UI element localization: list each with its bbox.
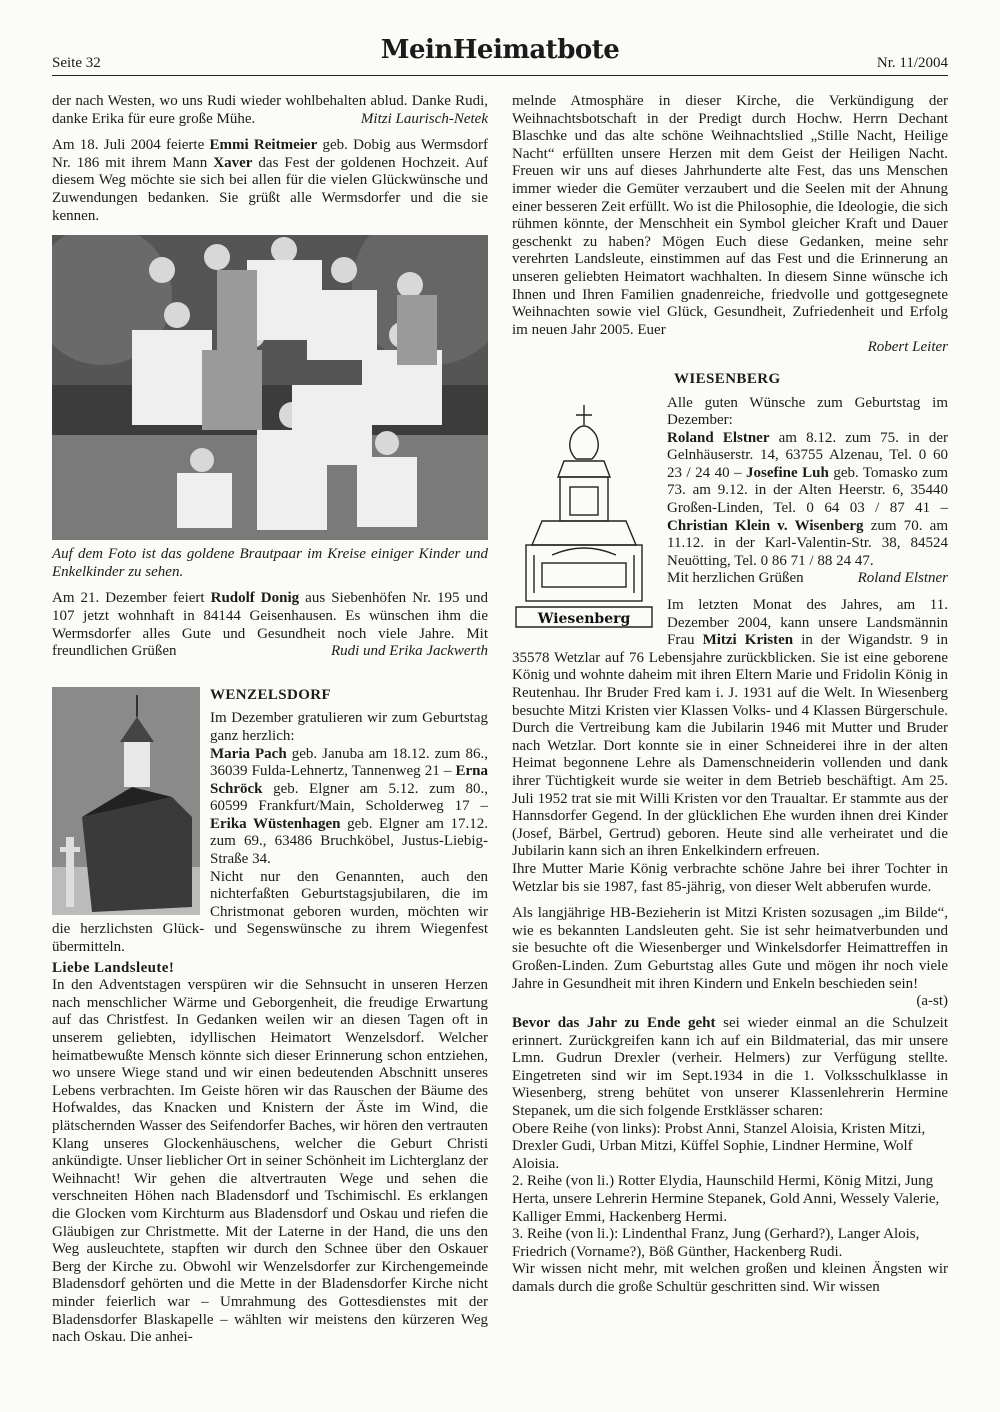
signature: Rudi und Erika Jackwerth xyxy=(330,643,488,660)
landsleute-heading: Liebe Landsleute! xyxy=(52,959,175,976)
golden-wedding-notice: Am 18. Juli 2004 feierte Emmi Reitmeier geb. Dobig aus Wermsdorf Nr. 186 mit ihrem Mann Xaver das Fest der goldenen Hochzeit. Auf diesem Weg möchte sie sich bei allen für die vielen Glückwünsche und Zuwendungen bedanken. Sie grüßt alle Wermsdorfer und die sie kennen. xyxy=(52,137,488,224)
family-photo xyxy=(52,235,488,540)
right-column xyxy=(512,93,948,1297)
wiesenberg-heading: WIESENBERG xyxy=(674,370,781,387)
school-memories-intro: Bevor das Jahr zu Ende geht sei wieder einmal an die Schulzeit erinnert. Zurückgreifen kann ich auf ein Bildmaterial, das mir unsere Lmn. Gudrun Drexler (verheir. Helmers) zur Verfügung stellte. Eingetreten sind wir im Sept.1934 in die 1. Volksschulklasse in Wiesenberg, streng behütet von unserer Klassenlehrerin Hermine Stepanek, um die sich folgende Erstklässer scharen: xyxy=(512,1015,948,1120)
wenzelsdorf-wishes: Nicht nur den Genannten, auch den nichterfaßten Geburtstagsjubilaren, die im Christmonat geboren wurden, möchten wir die herzlichsten Glück- und Segenswünsche zu ihrem Wiegenfest übermitteln. xyxy=(52,868,488,956)
wiesenberg-greeting: Mit herzlichen Grüßen Roland Elstner xyxy=(667,570,948,587)
newspaper-logo: MeinHeimatbote xyxy=(380,35,620,65)
page-number: Seite 32 xyxy=(52,55,101,71)
crest-label: Wiesenberg xyxy=(537,610,631,627)
chapel-photo xyxy=(52,687,200,915)
kristen-birthday-article: Im letzten Monat des Jahres, am 11. Dezember 2004, kann unsere Landsmännin Frau Mitzi Kristen in der Wigandstr. 9 in 35578 Wetzlar auf 76 Lebensjahre zurückblicken. Sie ist eine geborene König und wohnte daheim mit ihren Eltern Marie und Fridolin König in Reutenhau. Ihr Bruder Fred kam i. J. 1931 auf die Welt. In Wiesenberg besuchte Mitzi Kristen vier Klassen Volks- und 4 Klassen Bürgerschule. Durch die Vertreibung kam die Jubilarin 1946 mit Mutter und Bruder nach Wetzlar. Dort konnte sie in einer Schneiderei ihre in der alten Heimat begonnene Lehre als Damenschneiderin vollenden und dank ihrer Tüchtigkeit wurde sie weiter in dem Betrieb beschäftigt. Am 25. Juli 1952 trat sie mit Willi Kristen vor den Traualtar. Er stammte aus der Hannsdorfer Gegend. In der glücklichen Ehe wurden ihnen drei Kinder (Josef, Bärbel, Gertrud) geboren. Heute sind alle verheiratet und die Jubilarin kann sich an ihren Enkelkindern erfreuen. xyxy=(512,597,948,860)
wenzelsdorf-heading: WENZELSDORF xyxy=(210,686,332,703)
wenzelsdorf-birthdays: Maria Pach geb. Januba am 18.12. zum 86., 36039 Fulda-Lehnertz, Tannenweg 21 – Erna Schröck geb. Elgner am 5.12. zum 80., 60599 Frankfurt/Main, Scholderweg 17 – Erika Wüstenhagen geb. Elgner am 17.12. zum 69., 63486 Bruchköbel, Justus-Liebig-Straße 34. xyxy=(210,745,489,868)
photo-caption: Auf dem Foto ist das goldene Brautpaar im Kreise einiger Kinder und Enkelkinder zu sehen. xyxy=(52,546,488,580)
class-row-3: 3. Reihe (von li.): Lindenthal Franz, Jung (Gerhard?), Langer Alois, Friedrich (Vorname?), Böß Günther, Hackenberg Rudi. xyxy=(512,1226,920,1260)
christmas-text-continuation: melnde Atmosphäre in dieser Kirche, die Verkündigung der Weihnachtsbotschaft in der Predigt durch Hochw. Herrn Dechant Blaschke und das alte schöne Weihnachtslied „Stille Nacht, Heilige Nacht“ erfüllten unsere Herzen mit dem Geist der Heiligen Nacht. Freuen wir uns auf dieses Jahrhunderte alte Fest, das uns Menschen immer wieder die Gemüter verzaubert und die Seelen mit der Ahnung einer besseren Zeit erfüllt. Wo ist die Philosophie, die Ideologie, die sich rühmen könnte, der Menschheit ein Symbol gleicher Kraft und Dauer geschenkt zu haben? Mögen Euch diese Gedanken, meine sehr verehrten Landsleute, einstimmen auf das Fest und die Erinnerung an unseren geliebten Heimatort wachhalten. In diesem Sinne wünsche ich Ihnen und Ihren Familien gnadenreiche, friedvolle und gottgesegnete Weihnachten sowie viel Glück, Gesundheit, Zufriedenheit und Erfolg im neuen Jahr 2005. Euer xyxy=(512,93,948,338)
class-row-2: 2. Reihe (von li.) Rotter Elydia, Haunschild Hermi, König Mitzi, Jung Herta, unsere Lehrerin Hermine Stepanek, Gold Anni, Wessely Valerie, Kalliger Emmi, Hackenberg Hermi. xyxy=(512,1173,940,1225)
kristen-hb-paragraph: Als langjährige HB-Bezieherin ist Mitzi Kristen sozusagen „im Bilde“, wie es bekannten Landsleuten geht. Sie ist sehr heimatverbunden und sie besuchte oft die Wiesenberger und Winkelsdorfer Heimattreffen in Großen-Linden. Zum Geburtstag alles Gute und mögen ihr noch viele Jahre in Gesundheit mit ihren Kindern und Enkeln beschieden sein! (a-st) xyxy=(512,905,948,1010)
landsleute-text: In den Adventstagen verspüren wir die Sehnsucht in unseren Herzen nach menschlicher Wärme und Geborgenheit, die freudige Erwartung auf das Christfest. In Gedanken weilen wir an diesen Tagen oft in unserem geliebten, idyllischen Heimatort Wenzelsdorf. Welcher heimatbewußte Mensch könnte sich dieser Erinnerung schon entziehen, wo unsere Wiege stand und wir einen bedeutenden Abschnitt unseres Lebens verbrachten. Im Geiste hören wir das Rauschen der Bäume des Hofwaldes, das Knacken und Knistern der Äste im Wind, die plätschernden Wasser des Seifendorfer Baches, wir hören den vertrauten Klang unseres Glockenhäuschens, welcher die Geburt Christi ankündigte. Unser lieblicher Ort in seiner Schönheit im Lichterglanz der Weihnacht! Wir gehen die altvertrauten Wege und sehen die verschneiten Höhen nach Bladensdorf und Tschimischl. Es erklangen die Glocken vom Kirchturm aus Bladensdorf und Oskau und riefen die Gläubigen zur Christmette. Mit der Laterne in der Hand, die uns den Weg ausleuchtete, stapften wir durch den Schnee über den Oskauer Berg der Kirche zu. Obwohl wir Wenzelsdorfer zur Kirchengemeinde Bladensdorf gehörten und die Mette in der Bladensdorfer Kirche nicht minder feierlich war – Umrahmung des Gottesdienstes mit der Bladensdorfer Blaskapelle – wählten wir meistens den kürzeren Weg nach Oskau. Die anhei- xyxy=(52,977,488,1346)
signature: Mitzi Laurisch-Netek xyxy=(360,110,488,127)
left-column xyxy=(52,93,488,1347)
kristen-mother-paragraph: Ihre Mutter Marie König verbrachte schöne Jahre bei ihrer Tochter in Wetzlar bis sie 1987, fast 85-jährig, von dieser Welt abberufen wurde. xyxy=(512,860,948,895)
article-continuation: der nach Westen, wo uns Rudi wieder wohlbehalten ablud. Danke Rudi, danke Erika für eure große Mühe. Mitzi Laurisch-Netek xyxy=(52,93,488,127)
wiesenberg-crest xyxy=(512,395,657,635)
signature: Robert Leiter xyxy=(867,339,948,356)
wenzelsdorf-intro: Im Dezember gratulieren wir zum Geburtstag ganz herzlich: xyxy=(210,710,488,744)
school-closing: Wir wissen nicht mehr, mit welchen großen und kleinen Ängsten wir damals durch die große Schultür geschritten sind. Wir wissen xyxy=(512,1261,948,1295)
birthday-notice-donig: Am 21. Dezember feiert Rudolf Donig aus Siebenhöfen Nr. 195 und 107 jetzt wohnhaft in 84144 Geisenhausen. Es wünschen ihm die Wermsdorfer alles Gute und Gesundheit noch viele Jahre. Mit freundlichen Grüßen Rudi und Erika Jackwerth xyxy=(52,590,488,660)
class-row-1: Obere Reihe (von links): Probst Anni, Stanzel Aloisia, Kristen Mitzi, Drexler Gudi, Urban Mitzi, Küffel Sophie, Lindner Hermine, Wolf Aloisia. xyxy=(512,1120,926,1172)
wiesenberg-birthdays: Roland Elstner am 8.12. zum 75. in der Gelnhäuserstr. 14, 63755 Alzenau, Tel. 0 60 23 / 24 40 – Josefine Luh geb. Tomasko zum 73. am 9.12. in der Alten Heerstr. 6, 35440 Großen-Linden, Tel. 0 64 03 / 87 41 – Christian Klein v. Wisenberg zum 70. am 11.12. in der Karl-Valentin-Str. 38, 84524 Neuötting, Tel. 0 86 71 / 88 24 47. xyxy=(667,429,949,569)
wiesenberg-intro: Alle guten Wünsche zum Geburtstag im Dezember: xyxy=(667,394,948,429)
header-rule xyxy=(52,75,948,76)
issue-number: Nr. 11/2004 xyxy=(876,55,948,71)
